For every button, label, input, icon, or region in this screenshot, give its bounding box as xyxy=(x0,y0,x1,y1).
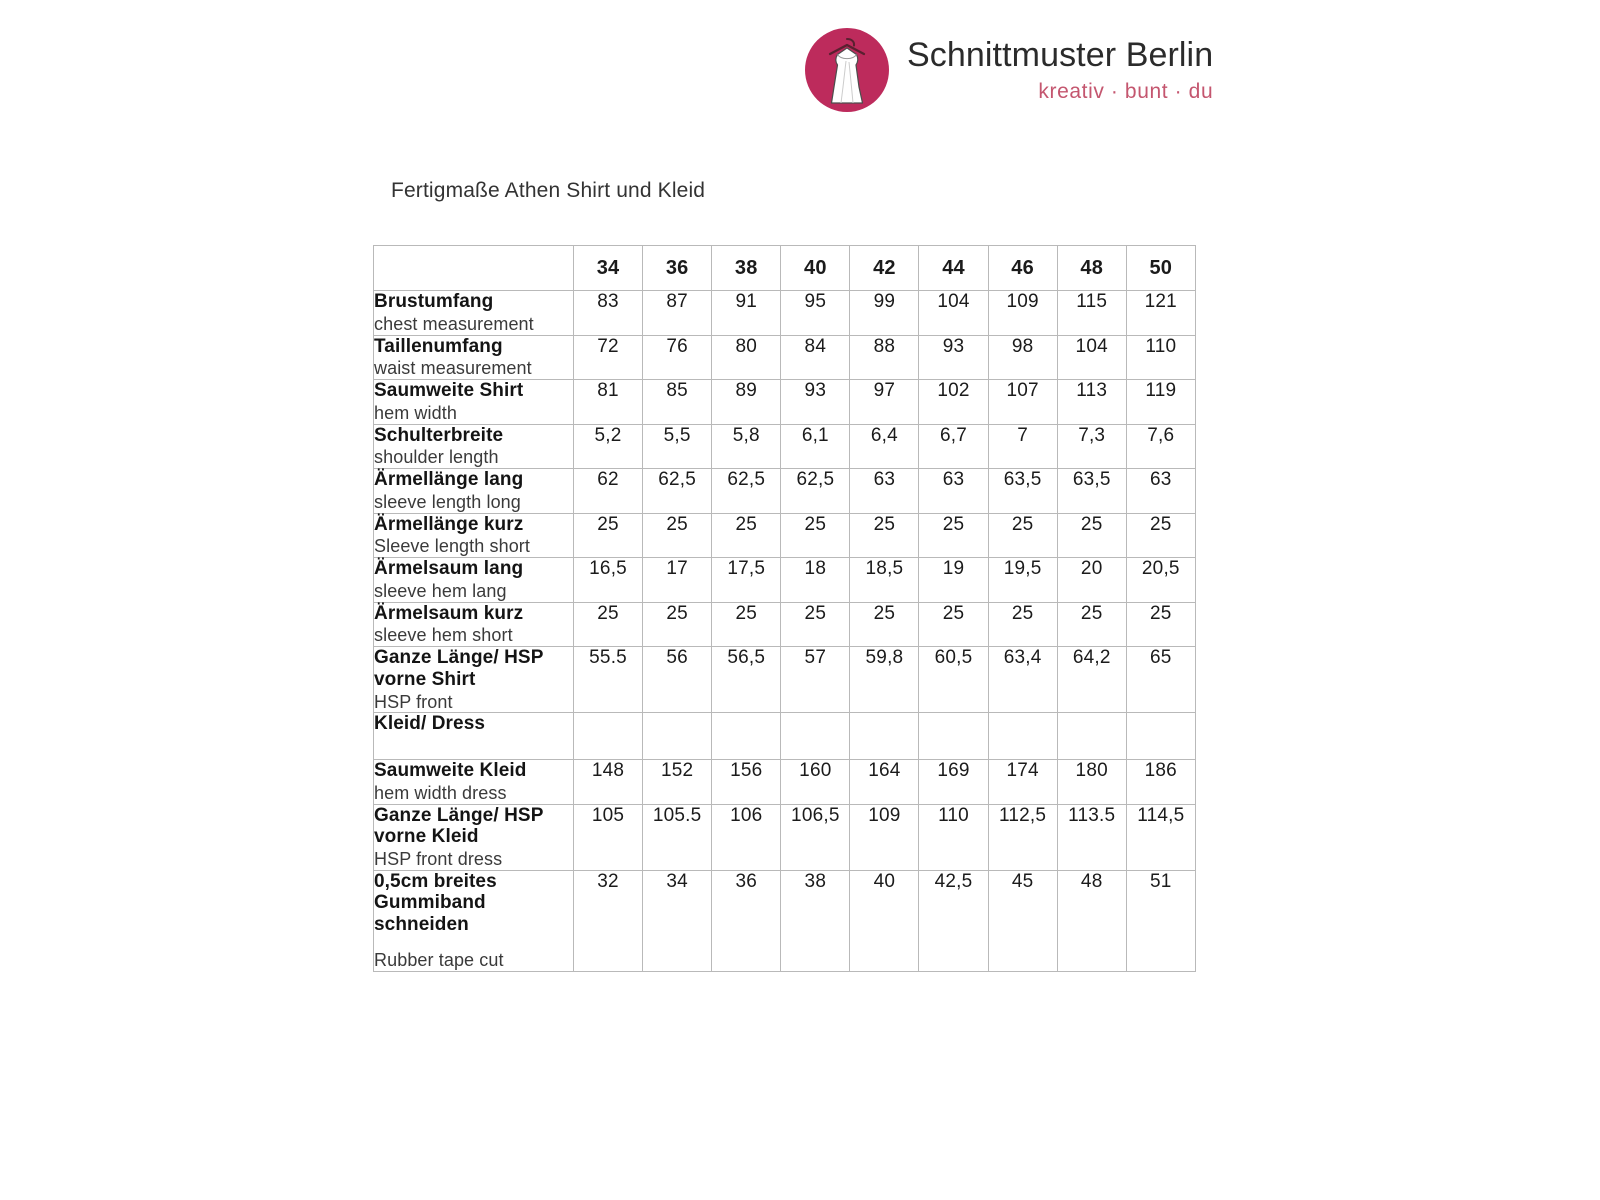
value-cell: 25 xyxy=(643,602,712,647)
value-cell: 45 xyxy=(988,870,1057,971)
value-cell: 62,5 xyxy=(712,469,781,514)
value-cell: 63 xyxy=(919,469,988,514)
page-title: Fertigmaße Athen Shirt und Kleid xyxy=(391,179,706,202)
value-cell: 7,3 xyxy=(1057,424,1126,469)
row-label-en: sleeve length long xyxy=(374,491,521,512)
row-label-en: Sleeve length short xyxy=(374,536,530,557)
value-cell: 5,2 xyxy=(574,424,643,469)
value-cell: 25 xyxy=(1126,602,1195,647)
size-header-36: 36 xyxy=(643,246,712,291)
value-cell xyxy=(574,713,643,760)
value-cell: 93 xyxy=(781,380,850,425)
value-cell: 148 xyxy=(574,760,643,805)
row-label-cell xyxy=(374,558,574,603)
row-label-de: Kleid/ Dress xyxy=(374,713,486,735)
value-cell: 174 xyxy=(988,760,1057,805)
value-cell: 25 xyxy=(850,602,919,647)
value-cell: 169 xyxy=(919,760,988,805)
value-cell: 113 xyxy=(1057,380,1126,425)
value-cell: 25 xyxy=(1057,513,1126,558)
value-cell: 25 xyxy=(988,602,1057,647)
size-header-50: 50 xyxy=(1126,246,1195,291)
value-cell xyxy=(712,713,781,760)
value-cell: 85 xyxy=(643,380,712,425)
size-header-42: 42 xyxy=(850,246,919,291)
value-cell: 105 xyxy=(574,804,643,870)
brand-text xyxy=(907,38,1213,102)
value-cell: 62,5 xyxy=(643,469,712,514)
table-row xyxy=(374,291,1196,336)
value-cell: 60,5 xyxy=(919,647,988,713)
row-label-cell xyxy=(374,804,574,870)
value-cell: 51 xyxy=(1126,870,1195,971)
table-row xyxy=(374,647,1196,713)
row-label-en: HSP front dress xyxy=(374,848,503,869)
value-cell: 87 xyxy=(643,291,712,336)
row-label-de: Brustumfang xyxy=(374,291,494,312)
row-label-en: sleeve hem lang xyxy=(374,580,507,601)
row-label-cell xyxy=(374,713,574,760)
value-cell: 65 xyxy=(1126,647,1195,713)
row-label-cell xyxy=(374,424,574,469)
table-row xyxy=(374,804,1196,870)
value-cell: 156 xyxy=(712,760,781,805)
value-cell: 25 xyxy=(988,513,1057,558)
row-label-en: Rubber tape cut xyxy=(374,949,504,970)
row-label-en: chest measurement xyxy=(374,313,534,334)
row-label-de: Schulterbreite xyxy=(374,424,504,446)
value-cell: 88 xyxy=(850,335,919,380)
table-row xyxy=(374,558,1196,603)
row-label-en: HSP front xyxy=(374,691,453,712)
value-cell: 25 xyxy=(919,602,988,647)
value-cell: 5,8 xyxy=(712,424,781,469)
value-cell: 113.5 xyxy=(1057,804,1126,870)
value-cell: 106,5 xyxy=(781,804,850,870)
row-label-de: Ärmelsaum lang xyxy=(374,558,524,580)
value-cell: 59,8 xyxy=(850,647,919,713)
value-cell: 17,5 xyxy=(712,558,781,603)
dress-on-hanger-icon xyxy=(805,28,889,112)
value-cell: 106 xyxy=(712,804,781,870)
value-cell: 25 xyxy=(574,602,643,647)
table-body xyxy=(374,291,1196,972)
row-label-de: 0,5cm breites Gummiband schneiden xyxy=(374,870,497,936)
row-label-cell xyxy=(374,335,574,380)
row-label-cell xyxy=(374,870,574,971)
value-cell: 104 xyxy=(1057,335,1126,380)
size-header-34: 34 xyxy=(574,246,643,291)
value-cell: 91 xyxy=(712,291,781,336)
value-cell: 160 xyxy=(781,760,850,805)
row-label-cell xyxy=(374,513,574,558)
value-cell: 36 xyxy=(712,870,781,971)
value-cell: 32 xyxy=(574,870,643,971)
value-cell: 112,5 xyxy=(988,804,1057,870)
value-cell: 16,5 xyxy=(574,558,643,603)
row-label-de: Ärmellänge lang xyxy=(374,469,524,491)
value-cell: 5,5 xyxy=(643,424,712,469)
brand-tagline: kreativ · bunt · du xyxy=(1038,80,1214,103)
corner-header-cell xyxy=(374,246,574,291)
brand-name: Schnittmuster Berlin xyxy=(907,36,1214,74)
row-label-en: waist measurement xyxy=(374,358,532,379)
value-cell: 38 xyxy=(781,870,850,971)
value-cell: 63,4 xyxy=(988,647,1057,713)
value-cell: 180 xyxy=(1057,760,1126,805)
value-cell: 25 xyxy=(643,513,712,558)
value-cell: 56 xyxy=(643,647,712,713)
value-cell: 63 xyxy=(850,469,919,514)
value-cell: 98 xyxy=(988,335,1057,380)
value-cell: 7 xyxy=(988,424,1057,469)
value-cell: 18 xyxy=(781,558,850,603)
table-header-row xyxy=(374,246,1196,291)
value-cell: 102 xyxy=(919,380,988,425)
value-cell: 57 xyxy=(781,647,850,713)
row-label-cell xyxy=(374,647,574,713)
table-row xyxy=(374,513,1196,558)
value-cell: 20 xyxy=(1057,558,1126,603)
value-cell: 63,5 xyxy=(988,469,1057,514)
measurements-table xyxy=(373,245,1196,972)
value-cell: 152 xyxy=(643,760,712,805)
row-label-en: hem width xyxy=(374,402,457,423)
row-label-de: Ganze Länge/ HSP vorne Kleid xyxy=(374,804,544,848)
value-cell: 109 xyxy=(850,804,919,870)
value-cell xyxy=(781,713,850,760)
value-cell xyxy=(643,713,712,760)
value-cell: 84 xyxy=(781,335,850,380)
value-cell: 25 xyxy=(919,513,988,558)
table-header xyxy=(374,246,1196,291)
value-cell: 76 xyxy=(643,335,712,380)
value-cell: 115 xyxy=(1057,291,1126,336)
value-cell: 80 xyxy=(712,335,781,380)
value-cell xyxy=(988,713,1057,760)
value-cell: 97 xyxy=(850,380,919,425)
value-cell: 25 xyxy=(1057,602,1126,647)
value-cell: 63,5 xyxy=(1057,469,1126,514)
table-row xyxy=(374,760,1196,805)
row-label-de: Ärmelsaum kurz xyxy=(374,602,524,624)
value-cell xyxy=(919,713,988,760)
value-cell: 89 xyxy=(712,380,781,425)
value-cell: 25 xyxy=(781,513,850,558)
value-cell: 6,1 xyxy=(781,424,850,469)
value-cell: 81 xyxy=(574,380,643,425)
row-label-de: Saumweite Shirt xyxy=(374,380,524,402)
table-row xyxy=(374,335,1196,380)
row-label-cell xyxy=(374,380,574,425)
value-cell: 121 xyxy=(1126,291,1195,336)
value-cell: 34 xyxy=(643,870,712,971)
value-cell: 62 xyxy=(574,469,643,514)
value-cell: 186 xyxy=(1126,760,1195,805)
row-label-cell xyxy=(374,291,574,336)
table-row xyxy=(374,870,1196,971)
table-row xyxy=(374,380,1196,425)
row-label-en: sleeve hem short xyxy=(374,625,513,646)
value-cell: 72 xyxy=(574,335,643,380)
value-cell: 62,5 xyxy=(781,469,850,514)
value-cell: 114,5 xyxy=(1126,804,1195,870)
value-cell: 104 xyxy=(919,291,988,336)
value-cell: 55.5 xyxy=(574,647,643,713)
value-cell: 17 xyxy=(643,558,712,603)
size-header-40: 40 xyxy=(781,246,850,291)
value-cell: 25 xyxy=(712,602,781,647)
value-cell: 95 xyxy=(781,291,850,336)
value-cell: 19,5 xyxy=(988,558,1057,603)
table-row xyxy=(374,713,1196,760)
value-cell: 40 xyxy=(850,870,919,971)
value-cell: 83 xyxy=(574,291,643,336)
value-cell: 25 xyxy=(781,602,850,647)
value-cell: 42,5 xyxy=(919,870,988,971)
row-label-de: Saumweite Kleid xyxy=(374,760,527,782)
value-cell: 119 xyxy=(1126,380,1195,425)
size-header-48: 48 xyxy=(1057,246,1126,291)
value-cell: 48 xyxy=(1057,870,1126,971)
row-label-de: Taillenumfang xyxy=(374,335,503,357)
value-cell: 18,5 xyxy=(850,558,919,603)
value-cell: 164 xyxy=(850,760,919,805)
value-cell: 64,2 xyxy=(1057,647,1126,713)
value-cell: 63 xyxy=(1126,469,1195,514)
value-cell: 19 xyxy=(919,558,988,603)
value-cell: 20,5 xyxy=(1126,558,1195,603)
row-label-de: Ganze Länge/ HSP vorne Shirt xyxy=(374,647,544,690)
value-cell: 6,4 xyxy=(850,424,919,469)
value-cell xyxy=(1057,713,1126,760)
value-cell: 25 xyxy=(712,513,781,558)
row-label-de: Ärmellänge kurz xyxy=(374,513,524,535)
size-header-44: 44 xyxy=(919,246,988,291)
size-header-38: 38 xyxy=(712,246,781,291)
table-row xyxy=(374,469,1196,514)
value-cell: 99 xyxy=(850,291,919,336)
value-cell xyxy=(850,713,919,760)
value-cell: 25 xyxy=(574,513,643,558)
value-cell: 6,7 xyxy=(919,424,988,469)
value-cell: 7,6 xyxy=(1126,424,1195,469)
row-label-cell xyxy=(374,469,574,514)
value-cell: 107 xyxy=(988,380,1057,425)
size-header-46: 46 xyxy=(988,246,1057,291)
row-label-en: shoulder length xyxy=(374,447,499,468)
row-label-en: hem width dress xyxy=(374,782,507,803)
value-cell: 25 xyxy=(1126,513,1195,558)
value-cell: 109 xyxy=(988,291,1057,336)
value-cell: 56,5 xyxy=(712,647,781,713)
value-cell xyxy=(1126,713,1195,760)
row-label-cell xyxy=(374,602,574,647)
value-cell: 110 xyxy=(919,804,988,870)
value-cell: 93 xyxy=(919,335,988,380)
table-row xyxy=(374,424,1196,469)
value-cell: 25 xyxy=(850,513,919,558)
table-row xyxy=(374,602,1196,647)
brand-logo xyxy=(805,28,1213,112)
measurements-table-container xyxy=(373,245,1195,972)
value-cell: 105.5 xyxy=(643,804,712,870)
row-label-cell xyxy=(374,760,574,805)
value-cell: 110 xyxy=(1126,335,1195,380)
